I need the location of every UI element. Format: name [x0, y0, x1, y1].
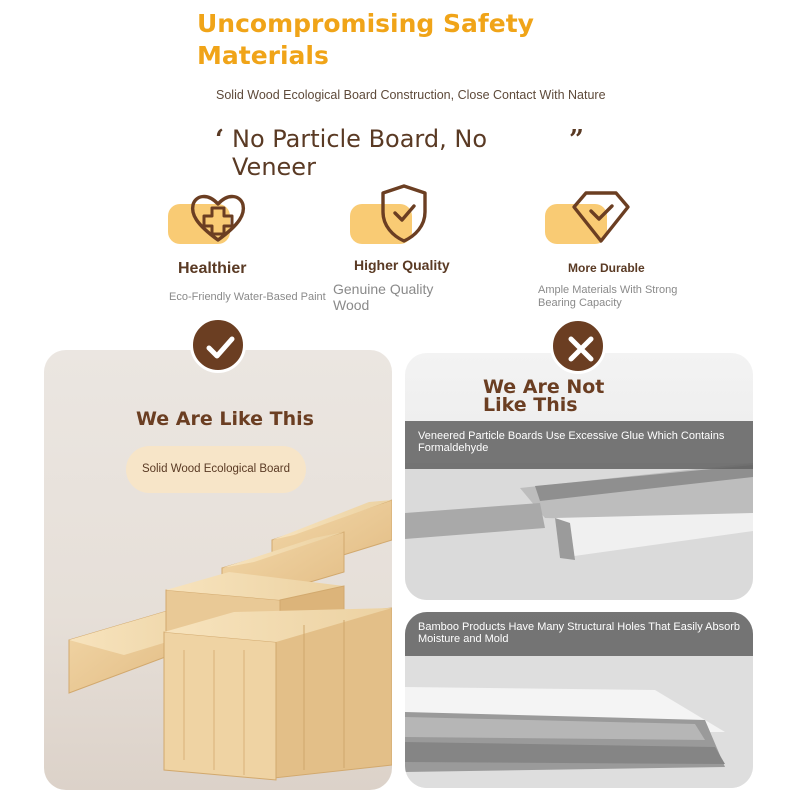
- feature-title: Higher Quality: [354, 257, 450, 273]
- wood-planks-illustration: [44, 350, 392, 790]
- particle-board-caption: Veneered Particle Boards Use Excessive Glue Which Contains Formaldehyde: [405, 421, 753, 469]
- bamboo-caption: Bamboo Products Have Many Structural Holes That Easily Absorb Moisture and Mold: [405, 612, 753, 656]
- close-quote-mark: ”: [569, 125, 584, 155]
- solid-wood-label: Solid Wood Ecological Board: [126, 446, 306, 493]
- feature-description: Genuine Quality Wood: [333, 281, 434, 313]
- page-title: Uncompromising Safety Materials: [197, 9, 534, 70]
- particle-board-panel: [405, 353, 753, 600]
- slogan-block: [215, 125, 595, 181]
- feature-title: More Durable: [568, 261, 645, 275]
- heart-plus-icon: [188, 190, 248, 246]
- solid-wood-panel: [44, 350, 392, 790]
- open-quote-mark: ‘: [215, 125, 225, 155]
- checkmark-icon: [193, 320, 249, 376]
- feature-higher-quality: [333, 182, 493, 317]
- feature-more-durable: [537, 187, 707, 317]
- feature-description: Eco-Friendly Water-Based Paint: [169, 291, 326, 303]
- bamboo-panel: [405, 612, 753, 788]
- slogan: No Particle Board, No Veneer: [232, 125, 487, 181]
- checkmark-badge: [190, 317, 246, 373]
- feature-title: Healthier: [178, 260, 247, 277]
- good-heading: We Are Like This: [136, 408, 314, 430]
- cross-icon: [553, 321, 609, 377]
- diamond-check-icon: [570, 187, 632, 247]
- page-subtitle: Solid Wood Ecological Board Construction, Close Contact With Nature: [216, 88, 606, 102]
- shield-check-icon: [377, 182, 431, 244]
- feature-healthier: [168, 190, 348, 320]
- bad-heading: We Are Not Like This: [483, 376, 605, 416]
- particle-board-illustration: [405, 353, 753, 600]
- feature-description: Ample Materials With Strong Bearing Capacity: [538, 284, 678, 309]
- cross-badge: [550, 318, 606, 374]
